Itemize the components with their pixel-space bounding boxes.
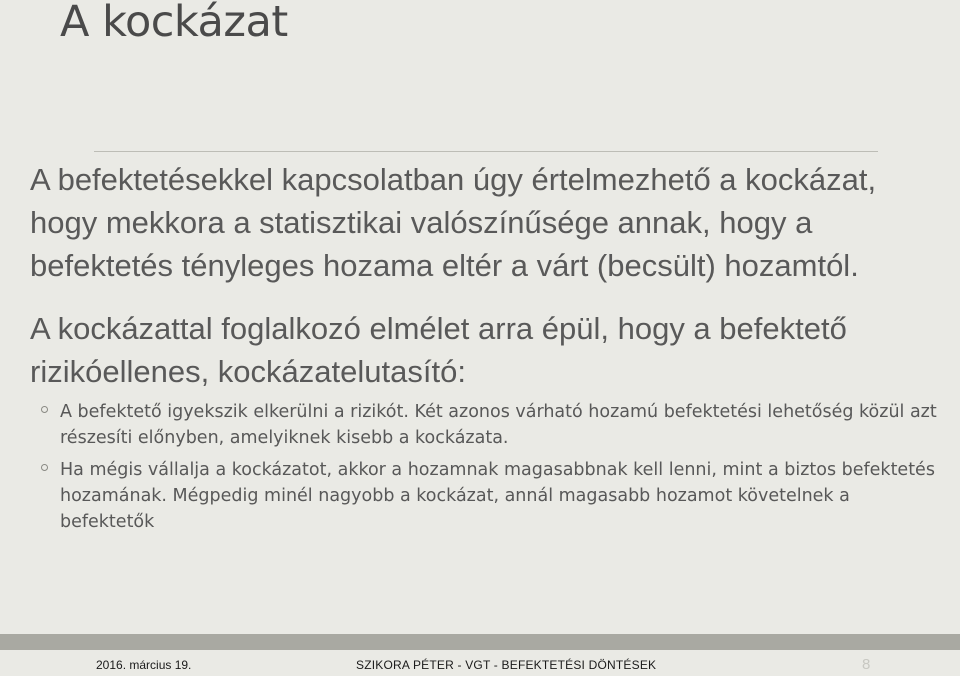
footer bbox=[0, 650, 960, 676]
paragraph-definition: A befektetésekkel kapcsolatban úgy értelmezhető a kockázat, hogy mekkora a statisztikai valószínűsége annak, hogy a befektetés tényleges hozama eltér a várt (becsült) hozamtól. bbox=[30, 162, 877, 283]
slide-content bbox=[30, 158, 945, 535]
bullet-text: Ha mégis vállalja a kockázatot, akkor a hozamnak magasabbnak kell lenni, mint a biztos befektetés hozamának. Mégpedig minél nagyobb a kockázat, annál magasabb hozamot követelnek a befektetők bbox=[60, 460, 935, 532]
title-divider bbox=[94, 151, 878, 152]
bullet-text: A befektető igyekszik elkerülni a rizikót. Két azonos várható hozamú befektetési lehetőség közül azt részesíti előnyben, amelyiknek kisebb a kockázata. bbox=[60, 402, 937, 448]
circle-bullet-icon bbox=[41, 406, 48, 413]
footer-author-course: SZIKORA PÉTER - VGT - BEFEKTETÉSI DÖNTÉSEK bbox=[356, 658, 657, 672]
page-number: 8 bbox=[862, 656, 871, 673]
bullet-list bbox=[30, 399, 945, 535]
footer-band bbox=[0, 634, 960, 650]
slide-title: A kockázat bbox=[60, 0, 288, 47]
footer-date: 2016. március 19. bbox=[96, 658, 192, 672]
bullet-item bbox=[30, 457, 945, 535]
bullet-item bbox=[30, 399, 945, 451]
circle-bullet-icon bbox=[41, 464, 48, 471]
paragraph-theory: A kockázattal foglalkozó elmélet arra épül, hogy a befektető rizikóellenes, kockázatelutasító: bbox=[30, 311, 847, 389]
